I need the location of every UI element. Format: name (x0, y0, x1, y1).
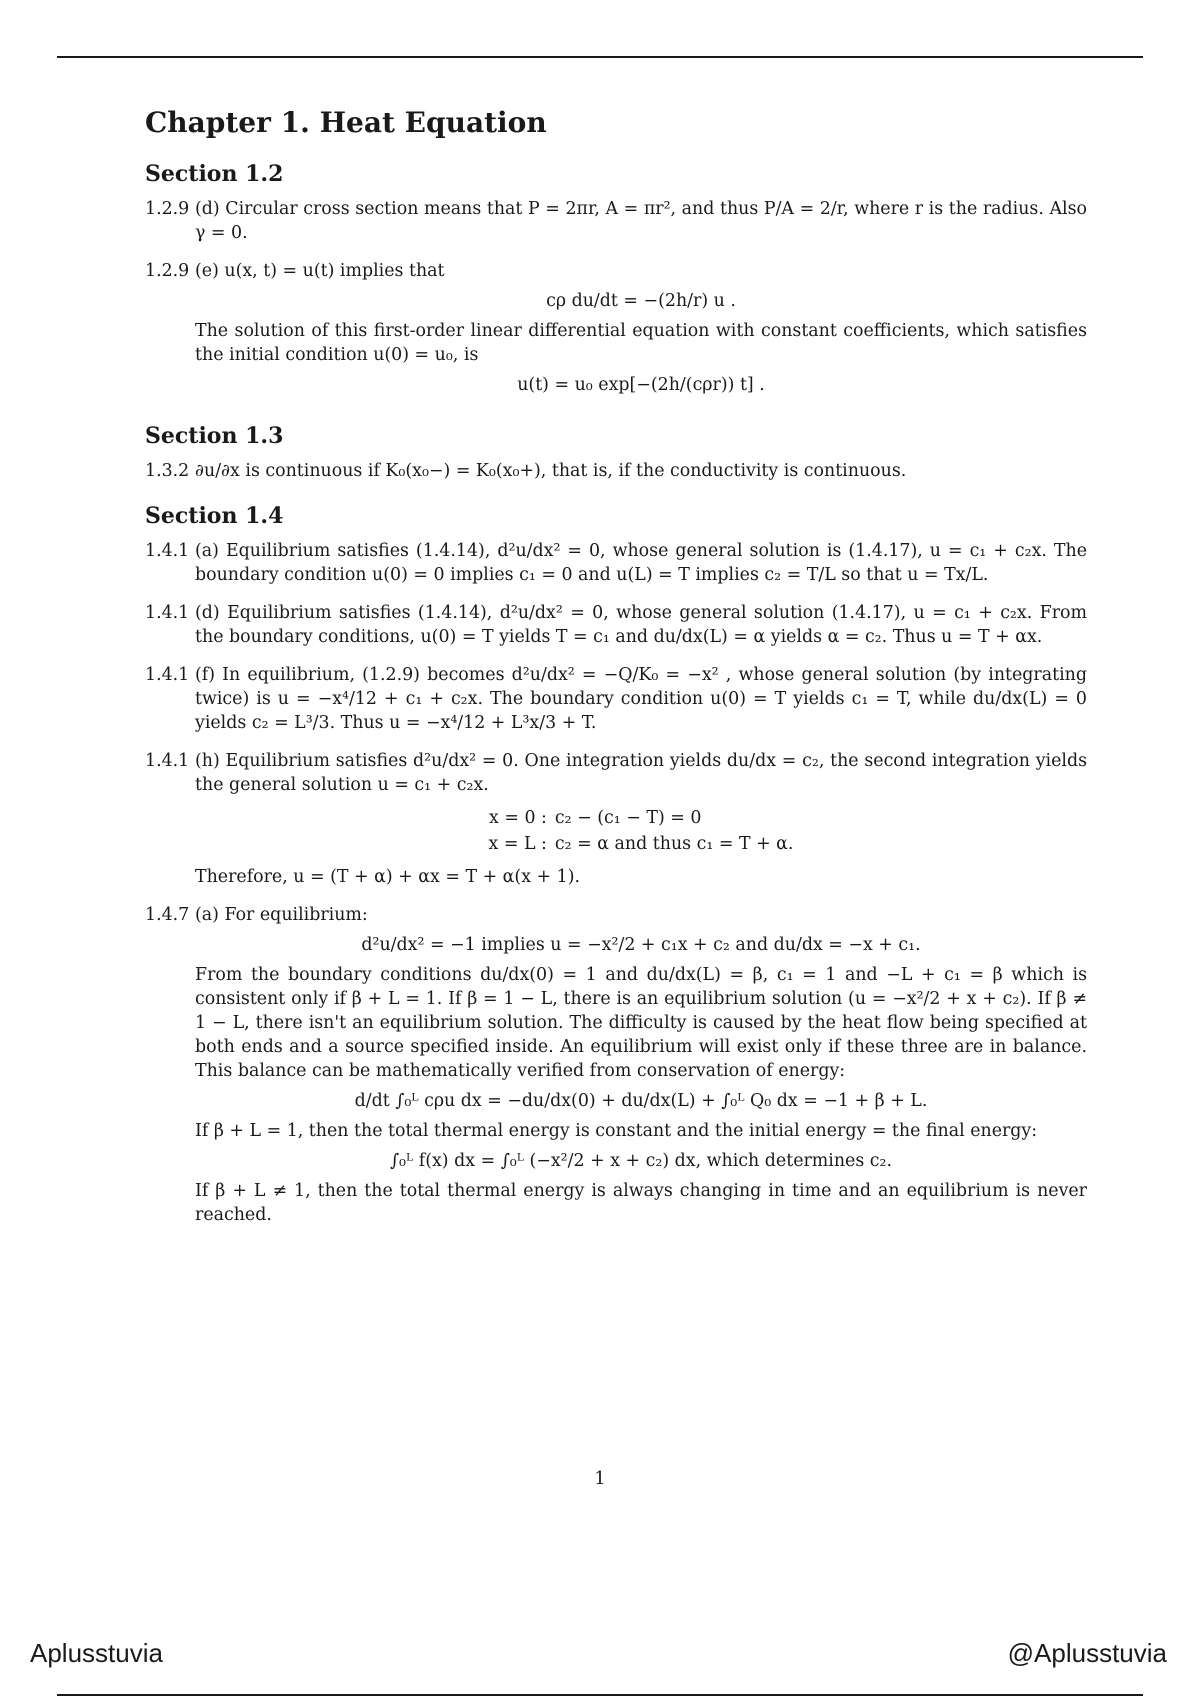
footer-watermark-right: @Aplusstuvia (1007, 1638, 1167, 1668)
chapter-title: Chapter 1. Heat Equation (145, 106, 547, 139)
problem-1-3-2 (145, 459, 1087, 483)
equation-solution: u(t) = u₀ exp[−(2h/(cρr)) t] . (517, 375, 765, 395)
footer-watermark-left: Aplusstuvia (30, 1638, 163, 1668)
top-rule (57, 56, 1143, 58)
problem-1-4-1-a (145, 539, 1087, 587)
problem-body (195, 749, 1087, 889)
problem-number: 1.4.7 (145, 905, 190, 925)
equation-value: c₂ = α and thus c₁ = T + α. (554, 834, 794, 854)
problem-text: (d) Equilibrium satisfies (1.4.14), d²u/dx² = 0, whose general solution (1.4.17), u = c₁ + c₂x. From the boundary conditions, u(0) = T yields T = c₁ and du/dx(L) = α yields α = c₂. Thus u = T + αx. (195, 603, 1087, 647)
problem-number: 1.4.1 (145, 751, 190, 771)
equation-label: x = L : (488, 834, 547, 854)
problem-text: (h) Equilibrium satisfies d²u/dx² = 0. One integration yields du/dx = c₂, the second integration yields the general solution u = c₁ + c₂x. (195, 751, 1087, 795)
boundary-conditions-table (485, 805, 798, 857)
problem-1-2-9-d (145, 197, 1087, 245)
section-heading-1-3: Section 1.3 (145, 423, 284, 449)
problem-text: If β + L = 1, then the total thermal energy is constant and the initial energy = the final energy: (195, 1121, 1038, 1141)
page-content (145, 105, 1087, 1241)
page-number: 1 (594, 1468, 606, 1489)
problem-text: ∂u/∂x is continuous if K₀(x₀−) = K₀(x₀+), that is, if the conductivity is continuous. (195, 461, 907, 481)
problem-text: The solution of this first-order linear differential equation with constant coefficients, which satisfies the initial condition u(0) = u₀, is (195, 321, 1087, 365)
problem-conclusion: Therefore, u = (T + α) + αx = T + α(x + 1). (195, 867, 581, 887)
problem-number: 1.2.9 (145, 261, 190, 281)
problem-1-4-1-d (145, 601, 1087, 649)
problem-intro: (e) u(x, t) = u(t) implies that (195, 261, 445, 281)
equation-row (485, 805, 798, 831)
problem-text: (f) In equilibrium, (1.2.9) becomes d²u/dx² = −Q/K₀ = −x² , whose general solution (by integrating twice) is u = −x⁴/12 + c₁ + c₂x. The boundary condition u(0) = T yields c₁ = T, while du/dx(L) = 0 yields c₂ = L³/3. Thus u = −x⁴/12 + L³x/3 + T. (195, 665, 1087, 733)
problem-number: 1.4.1 (145, 603, 190, 623)
problem-body (195, 903, 1087, 1227)
bottom-rule (57, 1694, 1143, 1696)
problem-text: If β + L ≠ 1, then the total thermal energy is always changing in time and an equilibrium is never reached. (195, 1181, 1087, 1225)
section-heading-1-2: Section 1.2 (145, 161, 284, 187)
equation-integral: ∫₀ᴸ f(x) dx = ∫₀ᴸ (−x²/2 + x + c₂) dx, which determines c₂. (389, 1151, 893, 1171)
section-heading-1-4: Section 1.4 (145, 503, 284, 529)
problem-body (195, 259, 1087, 403)
problem-number: 1.2.9 (145, 199, 190, 219)
problem-text: From the boundary conditions du/dx(0) = 1 and du/dx(L) = β, c₁ = 1 and −L + c₁ = β which is consistent only if β + L = 1. If β = 1 − L, there is an equilibrium solution (u = −x²/2 + x + c₂). If β ≠ 1 − L, there isn't an equilibrium solution. The difficulty is caused by the heat flow being specified at both ends and a source specified inside. An equilibrium will exist only if these three are in balance. This balance can be mathematically verified from conservation of energy: (195, 965, 1087, 1081)
problem-1-4-1-f (145, 663, 1087, 735)
problem-intro: (a) For equilibrium: (195, 905, 368, 925)
problem-1-2-9-e (145, 259, 1087, 403)
equation-label: x = 0 : (489, 808, 547, 828)
problem-text: (d) Circular cross section means that P = 2πr, A = πr², and thus P/A = 2/r, where r is the radius. Also γ = 0. (195, 199, 1087, 243)
equation-ode: cρ du/dt = −(2h/r) u . (546, 291, 736, 311)
equation-value: c₂ − (c₁ − T) = 0 (554, 808, 702, 828)
problem-1-4-7-a (145, 903, 1087, 1227)
problem-text: (a) Equilibrium satisfies (1.4.14), d²u/dx² = 0, whose general solution is (1.4.17), u = c₁ + c₂x. The boundary condition u(0) = 0 implies c₁ = 0 and u(L) = T implies c₂ = T/L so that u = Tx/L. (195, 541, 1087, 585)
problem-number: 1.4.1 (145, 541, 190, 561)
problem-number: 1.4.1 (145, 665, 190, 685)
equation-energy: d/dt ∫₀ᴸ cρu dx = −du/dx(0) + du/dx(L) + ∫₀ᴸ Q₀ dx = −1 + β + L. (354, 1091, 928, 1111)
equation-row (485, 831, 798, 857)
equation-equilibrium: d²u/dx² = −1 implies u = −x²/2 + c₁x + c₂ and du/dx = −x + c₁. (361, 935, 921, 955)
problem-number: 1.3.2 (145, 461, 190, 481)
problem-1-4-1-h (145, 749, 1087, 889)
